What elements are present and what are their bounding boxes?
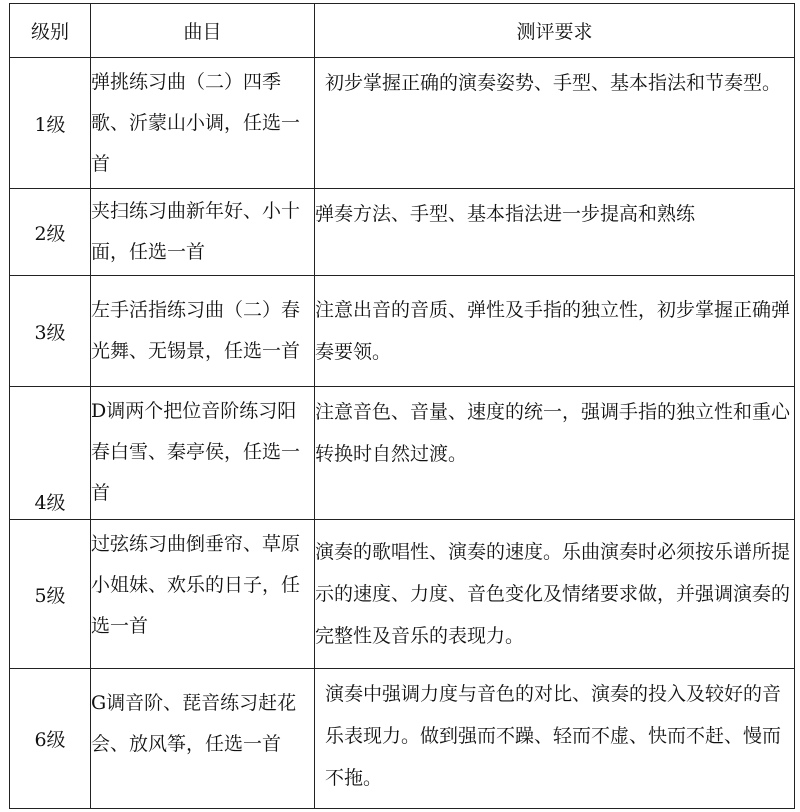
table-row — [10, 189, 795, 276]
table-row — [10, 387, 795, 520]
table-row — [10, 58, 795, 189]
table-row — [10, 276, 795, 387]
piece-cell: 左手活指练习曲（二）春光舞、无锡景，任选一首 — [91, 276, 315, 387]
piece-cell: 夹扫练习曲新年好、小十面，任选一首 — [91, 189, 315, 276]
piece-cell: G调音阶、琵音练习赶花会、放风筝，任选一首 — [91, 669, 315, 809]
requirement-cell: 注意出音的音质、弹性及手指的独立性，初步掌握正确弹奏要领。 — [315, 276, 795, 387]
level-cell: 1级 — [10, 58, 91, 189]
level-cell: 6级 — [10, 669, 91, 809]
requirement-cell: 注意音色、音量、速度的统一，强调手指的独立性和重心转换时自然过渡。 — [315, 387, 795, 520]
header-requirement: 测评要求 — [315, 4, 795, 58]
table-row — [10, 669, 795, 809]
level-cell: 2级 — [10, 189, 91, 276]
level-cell: 5级 — [10, 520, 91, 669]
table-row — [10, 520, 795, 669]
requirement-cell: 演奏中强调力度与音色的对比、演奏的投入及较好的音乐表现力。做到强而不躁、轻而不虚、快而不赶、慢而不拖。 — [315, 669, 795, 809]
piece-cell: 过弦练习曲倒垂帘、草原小姐妹、欢乐的日子，任选一首 — [91, 520, 315, 669]
requirement-cell: 弹奏方法、手型、基本指法进一步提高和熟练 — [315, 189, 795, 276]
requirement-cell: 演奏的歌唱性、演奏的速度。乐曲演奏时必须按乐谱所提示的速度、力度、音色变化及情绪要求做，并强调演奏的完整性及音乐的表现力。 — [315, 520, 795, 669]
level-cell: 3级 — [10, 276, 91, 387]
header-level: 级别 — [10, 4, 91, 58]
level-cell: 4级 — [10, 387, 91, 520]
header-row — [10, 4, 795, 58]
piece-cell: 弹挑练习曲（二）四季歌、沂蒙山小调，任选一首 — [91, 58, 315, 189]
requirement-cell: 初步掌握正确的演奏姿势、手型、基本指法和节奏型。 — [315, 58, 795, 189]
piece-cell: D调两个把位音阶练习阳春白雪、秦亭侯，任选一首 — [91, 387, 315, 520]
grading-table — [9, 3, 795, 809]
header-piece: 曲目 — [91, 4, 315, 58]
